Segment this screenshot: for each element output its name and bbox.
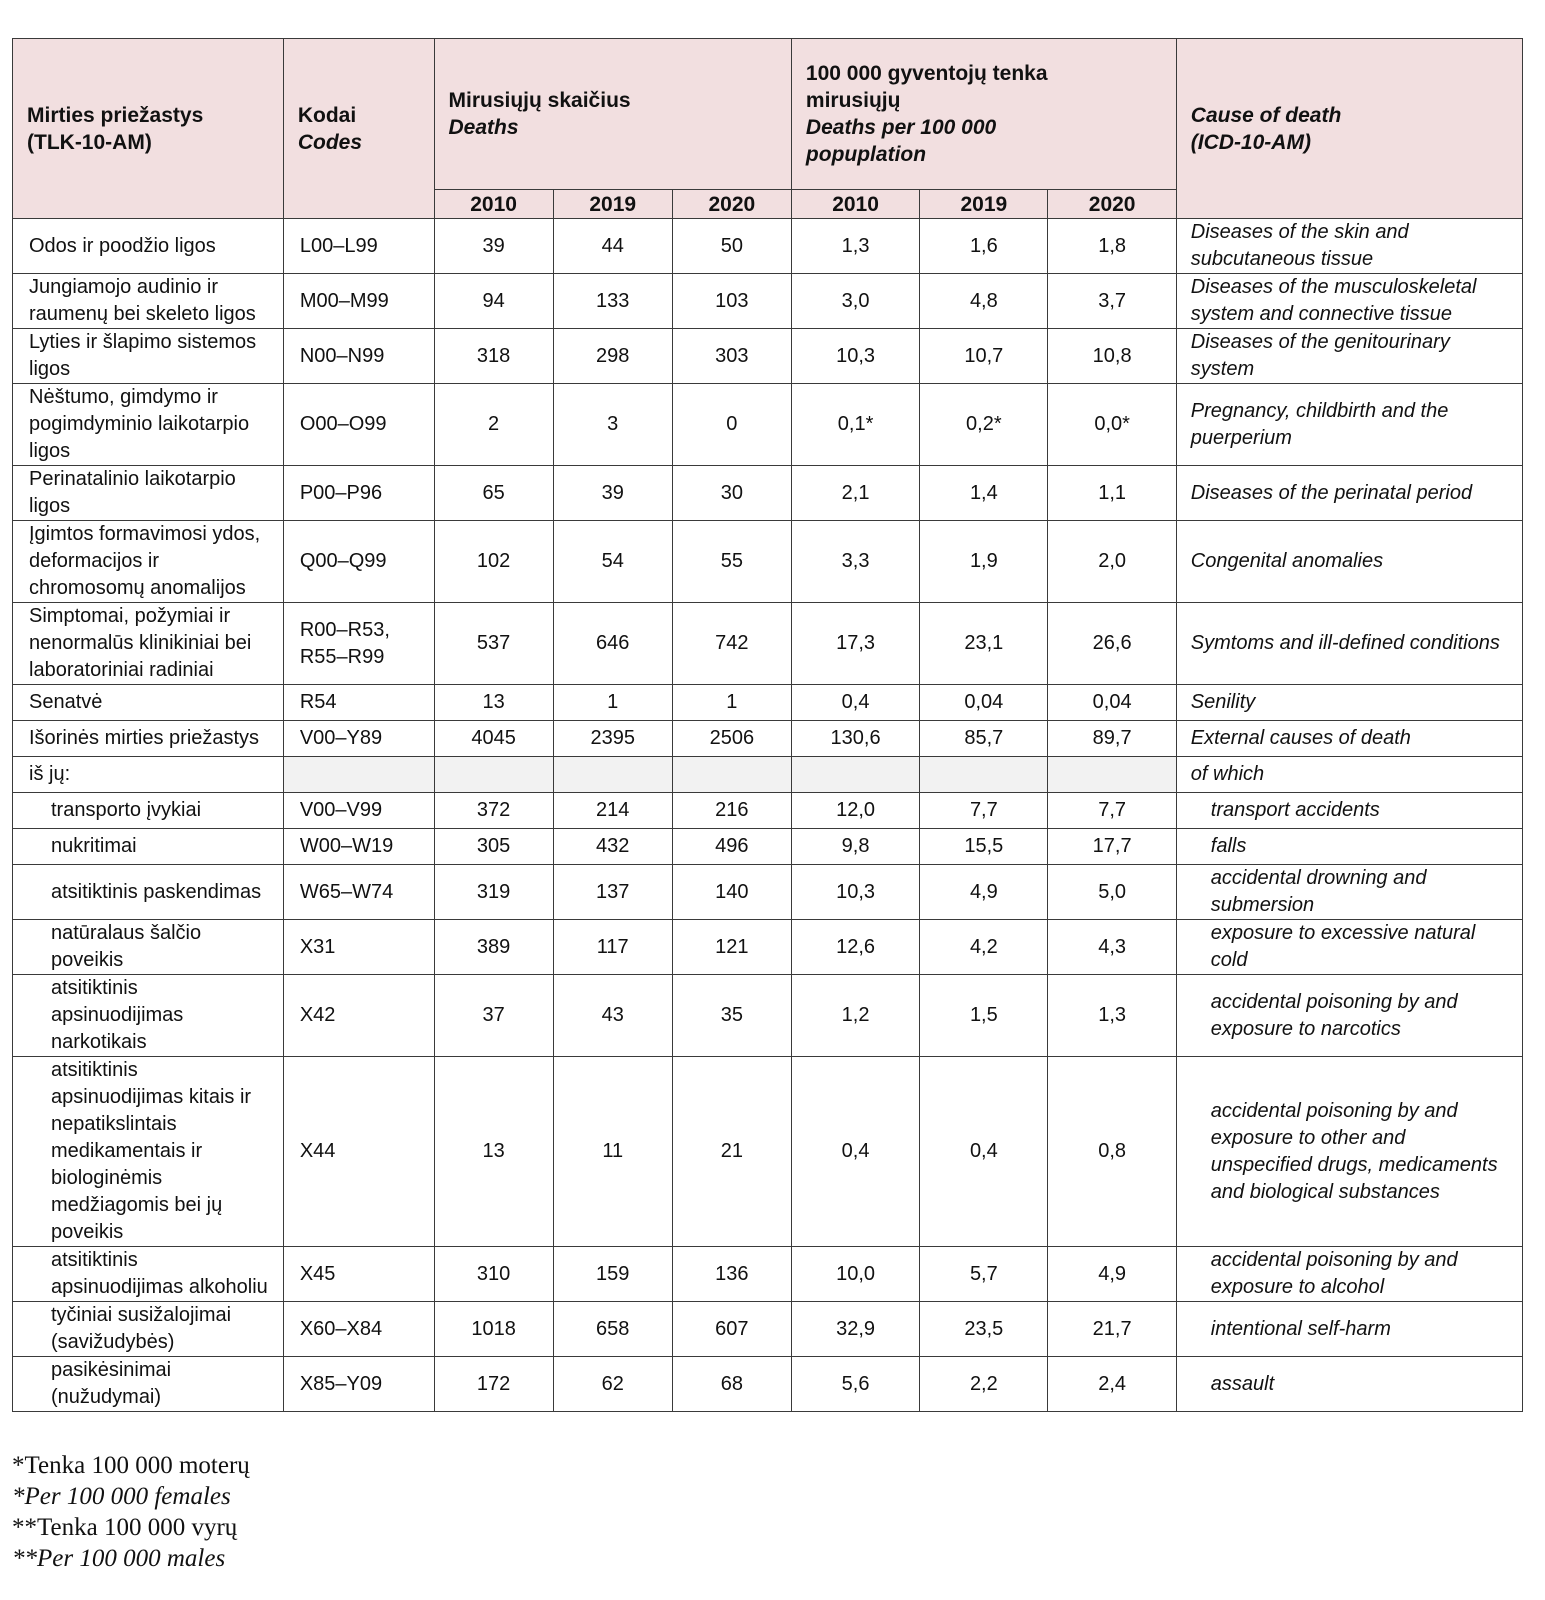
cell-cause-lt: transporto įvykiai bbox=[13, 793, 284, 829]
cell-deaths-2020: 0 bbox=[672, 384, 791, 466]
cell-deaths-2019: 298 bbox=[553, 329, 672, 384]
cell-rate-2019: 1,9 bbox=[920, 521, 1048, 603]
cell-rate-2020: 17,7 bbox=[1048, 829, 1176, 865]
cell-deaths-2010: 37 bbox=[434, 975, 553, 1057]
cell-rate-2019: 1,5 bbox=[920, 975, 1048, 1057]
footnote-line: *Per 100 000 females bbox=[12, 1483, 231, 1510]
cell-code: X44 bbox=[283, 1057, 434, 1247]
header-deaths bbox=[434, 39, 791, 190]
table-row bbox=[13, 865, 1523, 920]
table-row bbox=[13, 685, 1523, 721]
cell-deaths-2010: 94 bbox=[434, 274, 553, 329]
cell-rate-2019: 4,2 bbox=[920, 920, 1048, 975]
header-codes-lt: Kodai bbox=[297, 103, 357, 127]
cell-deaths-2020: 136 bbox=[672, 1247, 791, 1302]
cell-cause-lt: atsitiktinis apsinuodijimas alkoholiu bbox=[13, 1247, 284, 1302]
cell-rate-2010: 12,0 bbox=[791, 793, 919, 829]
cell-deaths-2010: 1018 bbox=[434, 1302, 553, 1357]
cell-deaths-2010: 2 bbox=[434, 384, 553, 466]
cell-deaths-2010: 65 bbox=[434, 466, 553, 521]
cell-rate-2010: 10,3 bbox=[791, 329, 919, 384]
cell-deaths-2019: 646 bbox=[553, 603, 672, 685]
cell-deaths-2010: 13 bbox=[434, 685, 553, 721]
header-cause-lt bbox=[13, 39, 284, 219]
cell-code: O00–O99 bbox=[283, 384, 434, 466]
cell-rate-2020: 1,1 bbox=[1048, 466, 1176, 521]
cell-rate-2020: 0,8 bbox=[1048, 1057, 1176, 1247]
cell-deaths-2010: 372 bbox=[434, 793, 553, 829]
cell-rate-2010 bbox=[791, 757, 919, 793]
cell-rate-2010: 1,3 bbox=[791, 219, 919, 274]
cell-cause-lt: Įgimtos formavimosi ydos, deformacijos ir chromosomų anomalijos bbox=[13, 521, 284, 603]
cell-rate-2010: 9,8 bbox=[791, 829, 919, 865]
cell-rate-2010: 0,4 bbox=[791, 1057, 919, 1247]
cell-rate-2019: 85,7 bbox=[920, 721, 1048, 757]
header-year-deaths-2019: 2019 bbox=[553, 190, 672, 219]
cell-rate-2020: 7,7 bbox=[1048, 793, 1176, 829]
cell-rate-2020: 2,0 bbox=[1048, 521, 1176, 603]
cell-deaths-2010: 4045 bbox=[434, 721, 553, 757]
cell-rate-2020: 4,3 bbox=[1048, 920, 1176, 975]
header-cause-en-line2: (ICD-10-AM) bbox=[1190, 130, 1311, 154]
header-year-rate-2019: 2019 bbox=[920, 190, 1048, 219]
cell-cause-lt: atsitiktinis apsinuodijimas narkotikais bbox=[13, 975, 284, 1057]
cell-cause-en: External causes of death bbox=[1176, 721, 1522, 757]
cell-rate-2020: 89,7 bbox=[1048, 721, 1176, 757]
cell-cause-lt: pasikėsinimai (nužudymai) bbox=[13, 1357, 284, 1412]
cell-rate-2010: 3,3 bbox=[791, 521, 919, 603]
cell-code: X85–Y09 bbox=[283, 1357, 434, 1412]
cell-deaths-2010: 318 bbox=[434, 329, 553, 384]
cell-deaths-2020: 742 bbox=[672, 603, 791, 685]
header-rate-en-line2: popuplation bbox=[805, 143, 927, 166]
cell-cause-lt: atsitiktinis paskendimas bbox=[13, 865, 284, 920]
cell-code bbox=[283, 757, 434, 793]
cell-rate-2019: 23,5 bbox=[920, 1302, 1048, 1357]
header-cause-en-line1: Cause of death bbox=[1190, 103, 1342, 127]
cell-deaths-2020: 140 bbox=[672, 865, 791, 920]
header-cause-lt-line2: (TLK-10-AM) bbox=[27, 130, 152, 154]
table-row bbox=[13, 384, 1523, 466]
cell-cause-en: Congenital anomalies bbox=[1176, 521, 1522, 603]
cell-rate-2010: 17,3 bbox=[791, 603, 919, 685]
cell-rate-2020: 5,0 bbox=[1048, 865, 1176, 920]
cell-cause-lt: nukritimai bbox=[13, 829, 284, 865]
cell-deaths-2019: 137 bbox=[553, 865, 672, 920]
cell-rate-2010: 10,3 bbox=[791, 865, 919, 920]
cell-deaths-2019: 658 bbox=[553, 1302, 672, 1357]
cell-rate-2019: 10,7 bbox=[920, 329, 1048, 384]
cell-deaths-2020: 68 bbox=[672, 1357, 791, 1412]
cell-code: X60–X84 bbox=[283, 1302, 434, 1357]
cell-cause-lt: Senatvė bbox=[13, 685, 284, 721]
cell-rate-2019: 0,2* bbox=[920, 384, 1048, 466]
cell-rate-2019: 23,1 bbox=[920, 603, 1048, 685]
cell-deaths-2020: 30 bbox=[672, 466, 791, 521]
cell-rate-2020 bbox=[1048, 757, 1176, 793]
cell-rate-2020: 2,4 bbox=[1048, 1357, 1176, 1412]
cell-cause-en: accidental poisoning by and exposure to narcotics bbox=[1176, 975, 1522, 1057]
cell-code: W65–W74 bbox=[283, 865, 434, 920]
cell-deaths-2019 bbox=[553, 757, 672, 793]
cell-rate-2019 bbox=[920, 757, 1048, 793]
cell-deaths-2019: 3 bbox=[553, 384, 672, 466]
cell-rate-2020: 26,6 bbox=[1048, 603, 1176, 685]
cell-rate-2020: 0,0* bbox=[1048, 384, 1176, 466]
cell-code: X42 bbox=[283, 975, 434, 1057]
cell-rate-2010: 130,6 bbox=[791, 721, 919, 757]
cell-rate-2010: 3,0 bbox=[791, 274, 919, 329]
cell-deaths-2019: 44 bbox=[553, 219, 672, 274]
cell-rate-2010: 0,1* bbox=[791, 384, 919, 466]
table-row bbox=[13, 793, 1523, 829]
table-row bbox=[13, 521, 1523, 603]
cell-cause-en: Symtoms and ill-defined conditions bbox=[1176, 603, 1522, 685]
cell-deaths-2020: 496 bbox=[672, 829, 791, 865]
cell-deaths-2019: 159 bbox=[553, 1247, 672, 1302]
header-rate-en-line1: Deaths per 100 000 bbox=[805, 116, 997, 139]
cell-deaths-2010: 13 bbox=[434, 1057, 553, 1247]
cell-code: X31 bbox=[283, 920, 434, 975]
cell-deaths-2020: 35 bbox=[672, 975, 791, 1057]
table-row bbox=[13, 1247, 1523, 1302]
cell-cause-lt: Simptomai, požymiai ir nenormalūs klinikiniai bei laboratoriniai radiniai bbox=[13, 603, 284, 685]
cell-cause-en: accidental poisoning by and exposure to alcohol bbox=[1176, 1247, 1522, 1302]
cell-deaths-2019: 133 bbox=[553, 274, 672, 329]
cell-rate-2019: 0,04 bbox=[920, 685, 1048, 721]
header-year-deaths-2020: 2020 bbox=[672, 190, 791, 219]
cell-rate-2019: 15,5 bbox=[920, 829, 1048, 865]
footnote-line: **Tenka 100 000 vyrų bbox=[12, 1514, 238, 1541]
header-rate-lt-line1: 100 000 gyventojų tenka bbox=[805, 62, 1048, 85]
table-row bbox=[13, 219, 1523, 274]
header-codes bbox=[283, 39, 434, 219]
cell-deaths-2020: 1 bbox=[672, 685, 791, 721]
cell-cause-en: falls bbox=[1176, 829, 1522, 865]
cell-cause-en: accidental poisoning by and exposure to other and unspecified drugs, medicaments and biological substances bbox=[1176, 1057, 1522, 1247]
table-row bbox=[13, 757, 1523, 793]
table-row bbox=[13, 466, 1523, 521]
cell-deaths-2010: 172 bbox=[434, 1357, 553, 1412]
cell-code: Q00–Q99 bbox=[283, 521, 434, 603]
cell-deaths-2010: 310 bbox=[434, 1247, 553, 1302]
header-year-deaths-2010: 2010 bbox=[434, 190, 553, 219]
cell-rate-2010: 12,6 bbox=[791, 920, 919, 975]
cell-deaths-2010: 319 bbox=[434, 865, 553, 920]
cell-rate-2020: 10,8 bbox=[1048, 329, 1176, 384]
cell-deaths-2020 bbox=[672, 757, 791, 793]
cell-cause-lt: iš jų: bbox=[13, 757, 284, 793]
footnote-line: **Per 100 000 males bbox=[12, 1545, 226, 1572]
cell-deaths-2010 bbox=[434, 757, 553, 793]
cell-rate-2019: 7,7 bbox=[920, 793, 1048, 829]
cell-cause-lt: Lyties ir šlapimo sistemos ligos bbox=[13, 329, 284, 384]
cell-code: R00–R53, R55–R99 bbox=[283, 603, 434, 685]
cell-code: M00–M99 bbox=[283, 274, 434, 329]
cell-rate-2010: 2,1 bbox=[791, 466, 919, 521]
cell-rate-2010: 5,6 bbox=[791, 1357, 919, 1412]
cell-rate-2010: 10,0 bbox=[791, 1247, 919, 1302]
cell-deaths-2020: 303 bbox=[672, 329, 791, 384]
cell-cause-en: assault bbox=[1176, 1357, 1522, 1412]
cell-cause-lt: natūralaus šalčio poveikis bbox=[13, 920, 284, 975]
cell-rate-2010: 1,2 bbox=[791, 975, 919, 1057]
cell-cause-en: accidental drowning and submersion bbox=[1176, 865, 1522, 920]
cell-cause-en: of which bbox=[1176, 757, 1522, 793]
cell-cause-lt: Nėštumo, gimdymo ir pogimdyminio laikotarpio ligos bbox=[13, 384, 284, 466]
cell-deaths-2019: 54 bbox=[553, 521, 672, 603]
cell-deaths-2019: 432 bbox=[553, 829, 672, 865]
header-cause-lt-line1: Mirties priežastys bbox=[27, 103, 204, 127]
cell-deaths-2019: 1 bbox=[553, 685, 672, 721]
cell-rate-2010: 0,4 bbox=[791, 685, 919, 721]
table-header bbox=[13, 39, 1523, 219]
cell-deaths-2020: 55 bbox=[672, 521, 791, 603]
cell-cause-lt: Odos ir poodžio ligos bbox=[13, 219, 284, 274]
cell-deaths-2010: 537 bbox=[434, 603, 553, 685]
cell-deaths-2010: 389 bbox=[434, 920, 553, 975]
cell-deaths-2010: 305 bbox=[434, 829, 553, 865]
cell-code: V00–V99 bbox=[283, 793, 434, 829]
cell-deaths-2010: 39 bbox=[434, 219, 553, 274]
cell-deaths-2019: 43 bbox=[553, 975, 672, 1057]
table-row bbox=[13, 1302, 1523, 1357]
cell-deaths-2020: 103 bbox=[672, 274, 791, 329]
cell-deaths-2019: 214 bbox=[553, 793, 672, 829]
cell-cause-en: Diseases of the perinatal period bbox=[1176, 466, 1522, 521]
cell-cause-en: Diseases of the genitourinary system bbox=[1176, 329, 1522, 384]
footnote-line: *Tenka 100 000 moterų bbox=[12, 1452, 250, 1479]
table-row bbox=[13, 1357, 1523, 1412]
cell-cause-en: Senility bbox=[1176, 685, 1522, 721]
header-cause-en bbox=[1176, 39, 1522, 219]
cell-rate-2019: 1,6 bbox=[920, 219, 1048, 274]
cell-deaths-2019: 62 bbox=[553, 1357, 672, 1412]
table-row bbox=[13, 1057, 1523, 1247]
cell-rate-2019: 4,9 bbox=[920, 865, 1048, 920]
header-deaths-en: Deaths bbox=[448, 116, 519, 139]
cell-cause-en: intentional self-harm bbox=[1176, 1302, 1522, 1357]
cell-rate-2020: 3,7 bbox=[1048, 274, 1176, 329]
cell-cause-lt: Perinatalinio laikotarpio ligos bbox=[13, 466, 284, 521]
cell-code: W00–W19 bbox=[283, 829, 434, 865]
cell-code: V00–Y89 bbox=[283, 721, 434, 757]
cell-cause-en: Pregnancy, childbirth and the puerperium bbox=[1176, 384, 1522, 466]
cell-cause-lt: Išorinės mirties priežastys bbox=[13, 721, 284, 757]
header-year-rate-2010: 2010 bbox=[791, 190, 919, 219]
cell-rate-2019: 2,2 bbox=[920, 1357, 1048, 1412]
cell-cause-lt: Jungiamojo audinio ir raumenų bei skeleto ligos bbox=[13, 274, 284, 329]
table-row bbox=[13, 274, 1523, 329]
cell-rate-2020: 0,04 bbox=[1048, 685, 1176, 721]
cell-code: L00–L99 bbox=[283, 219, 434, 274]
cell-cause-en: Diseases of the musculoskeletal system and connective tissue bbox=[1176, 274, 1522, 329]
cell-rate-2019: 1,4 bbox=[920, 466, 1048, 521]
cell-code: N00–N99 bbox=[283, 329, 434, 384]
table-row bbox=[13, 329, 1523, 384]
cell-deaths-2019: 2395 bbox=[553, 721, 672, 757]
table-row bbox=[13, 829, 1523, 865]
cell-rate-2019: 0,4 bbox=[920, 1057, 1048, 1247]
cell-deaths-2020: 607 bbox=[672, 1302, 791, 1357]
cell-rate-2019: 5,7 bbox=[920, 1247, 1048, 1302]
header-year-rate-2020: 2020 bbox=[1048, 190, 1176, 219]
table-row bbox=[13, 920, 1523, 975]
cell-cause-en: transport accidents bbox=[1176, 793, 1522, 829]
cell-code: R54 bbox=[283, 685, 434, 721]
table-row bbox=[13, 603, 1523, 685]
cell-code: P00–P96 bbox=[283, 466, 434, 521]
header-deaths-lt: Mirusiųjų skaičius bbox=[448, 89, 631, 112]
header-rate bbox=[791, 39, 1176, 190]
cell-cause-lt: tyčiniai susižalojimai (savižudybės) bbox=[13, 1302, 284, 1357]
header-codes-en: Codes bbox=[297, 130, 363, 154]
cell-deaths-2010: 102 bbox=[434, 521, 553, 603]
table-row bbox=[13, 721, 1523, 757]
header-rate-lt-line2: mirusiųjų bbox=[805, 89, 901, 112]
cell-deaths-2020: 216 bbox=[672, 793, 791, 829]
cell-deaths-2020: 121 bbox=[672, 920, 791, 975]
cell-deaths-2020: 50 bbox=[672, 219, 791, 274]
table-body bbox=[13, 219, 1523, 1412]
cell-cause-lt: atsitiktinis apsinuodijimas kitais ir nepatikslintais medikamentais ir biologinėmis medžiagomis bei jų poveikis bbox=[13, 1057, 284, 1247]
table-row bbox=[13, 975, 1523, 1057]
cell-deaths-2020: 21 bbox=[672, 1057, 791, 1247]
cell-rate-2019: 4,8 bbox=[920, 274, 1048, 329]
cell-cause-en: Diseases of the skin and subcutaneous tissue bbox=[1176, 219, 1522, 274]
cell-rate-2010: 32,9 bbox=[791, 1302, 919, 1357]
footnotes bbox=[12, 1450, 250, 1574]
cell-rate-2020: 4,9 bbox=[1048, 1247, 1176, 1302]
cell-code: X45 bbox=[283, 1247, 434, 1302]
causes-of-death-table bbox=[12, 38, 1523, 1412]
cell-cause-en: exposure to excessive natural cold bbox=[1176, 920, 1522, 975]
cell-rate-2020: 21,7 bbox=[1048, 1302, 1176, 1357]
cell-deaths-2019: 11 bbox=[553, 1057, 672, 1247]
cell-deaths-2019: 117 bbox=[553, 920, 672, 975]
cell-deaths-2019: 39 bbox=[553, 466, 672, 521]
cell-rate-2020: 1,3 bbox=[1048, 975, 1176, 1057]
cell-deaths-2020: 2506 bbox=[672, 721, 791, 757]
cell-rate-2020: 1,8 bbox=[1048, 219, 1176, 274]
